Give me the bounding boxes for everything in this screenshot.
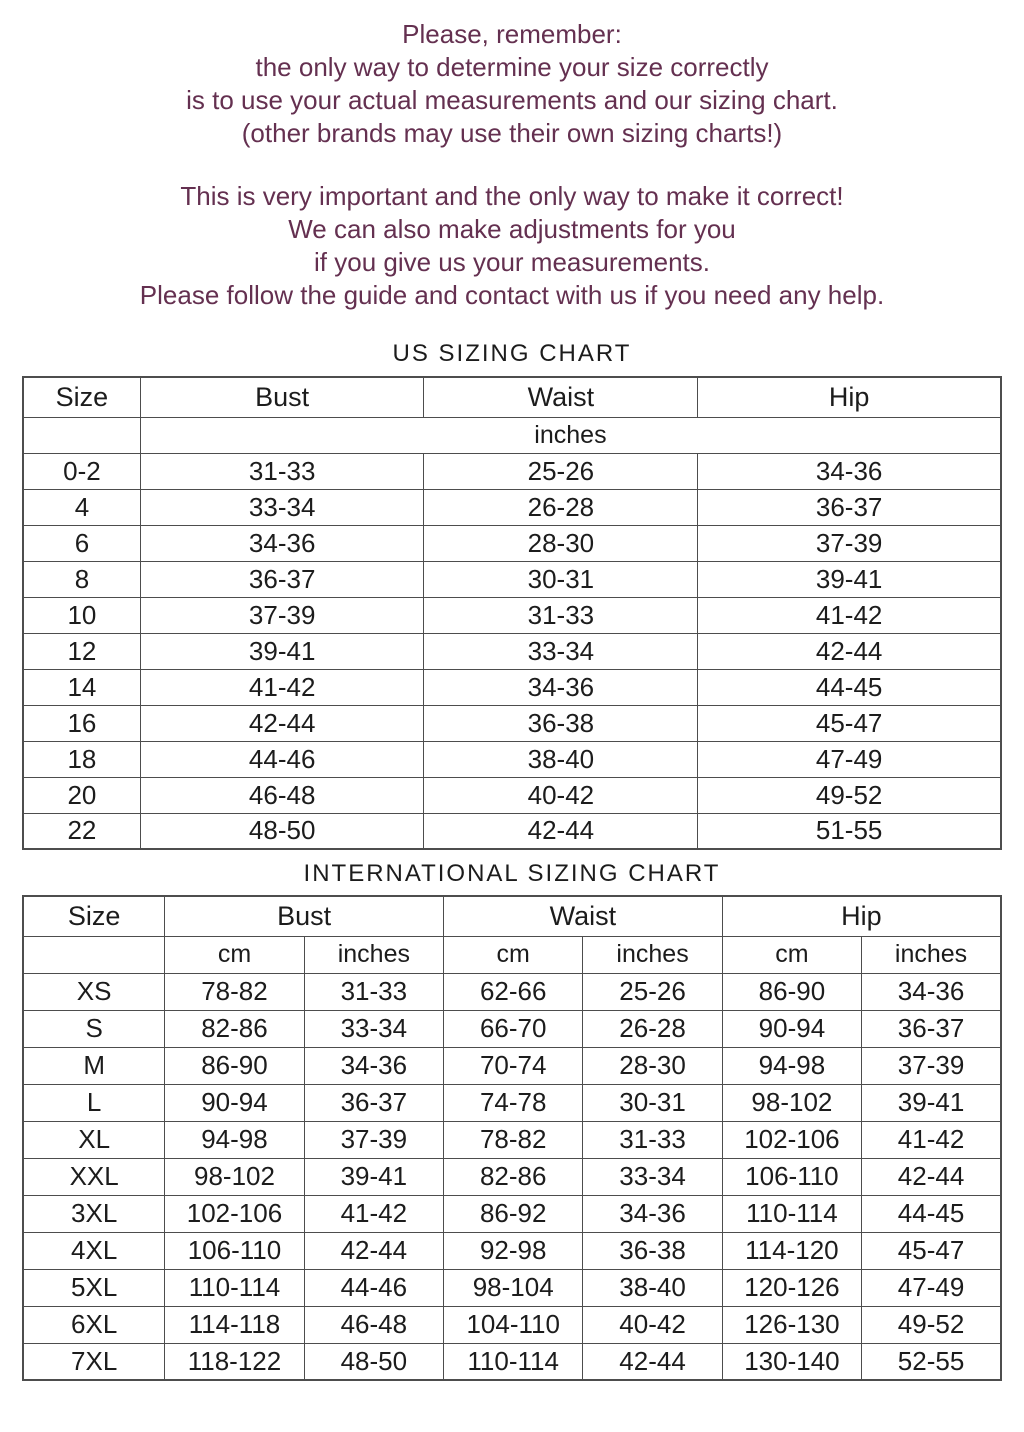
measurement-cell: 39-41 <box>304 1158 443 1195</box>
measurement-cell: 33-34 <box>424 633 698 669</box>
measurement-cell: 47-49 <box>862 1269 1001 1306</box>
measurement-cell: 98-102 <box>722 1084 861 1121</box>
intl-chart-title: INTERNATIONAL SIZING CHART <box>303 860 721 887</box>
measurement-cell: 34-36 <box>698 453 1001 489</box>
table-row <box>23 1306 1001 1343</box>
column-header-hip: Hip <box>722 896 1001 936</box>
measurement-cell: 36-37 <box>698 489 1001 525</box>
measurement-cell: 38-40 <box>424 741 698 777</box>
measurement-cell: 42-44 <box>424 813 698 849</box>
intro-line: the only way to determine your size correctly <box>255 52 769 82</box>
measurement-cell: 82-86 <box>444 1158 583 1195</box>
column-header-bust: Bust <box>165 896 444 936</box>
measurement-cell: 86-90 <box>722 973 861 1010</box>
measurement-cell: 37-39 <box>698 525 1001 561</box>
table-row <box>23 525 1001 561</box>
measurement-cell: 25-26 <box>583 973 722 1010</box>
measurement-cell: 38-40 <box>583 1269 722 1306</box>
table-row <box>23 1195 1001 1232</box>
measurement-cell: 46-48 <box>304 1306 443 1343</box>
measurement-cell: 41-42 <box>304 1195 443 1232</box>
measurement-cell: 126-130 <box>722 1306 861 1343</box>
measurement-cell: 46-48 <box>140 777 424 813</box>
measurement-cell: 102-106 <box>722 1121 861 1158</box>
measurement-cell: 31-33 <box>140 453 424 489</box>
measurement-cell: 34-36 <box>583 1195 722 1232</box>
measurement-cell: 42-44 <box>583 1343 722 1380</box>
table-row <box>23 597 1001 633</box>
measurement-cell: 30-31 <box>583 1084 722 1121</box>
table-row <box>23 973 1001 1010</box>
measurement-cell: 34-36 <box>862 973 1001 1010</box>
measurement-cell: 33-34 <box>583 1158 722 1195</box>
measurement-cell: 66-70 <box>444 1010 583 1047</box>
measurement-cell: 106-110 <box>165 1232 304 1269</box>
table-row <box>23 1158 1001 1195</box>
measurement-cell: 37-39 <box>304 1121 443 1158</box>
measurement-cell: 37-39 <box>140 597 424 633</box>
size-cell: XXL <box>23 1158 165 1195</box>
unit-label-inches: inches <box>304 936 443 973</box>
intl-unit-row <box>23 936 1001 973</box>
measurement-cell: 28-30 <box>424 525 698 561</box>
table-row <box>23 453 1001 489</box>
table-row <box>23 1269 1001 1306</box>
measurement-cell: 74-78 <box>444 1084 583 1121</box>
size-cell: 20 <box>23 777 140 813</box>
measurement-cell: 31-33 <box>304 973 443 1010</box>
measurement-cell: 45-47 <box>698 705 1001 741</box>
table-row <box>23 705 1001 741</box>
size-cell: 14 <box>23 669 140 705</box>
measurement-cell: 86-90 <box>165 1047 304 1084</box>
measurement-cell: 44-46 <box>304 1269 443 1306</box>
measurement-cell: 110-114 <box>165 1269 304 1306</box>
table-row <box>23 813 1001 849</box>
measurement-cell: 40-42 <box>424 777 698 813</box>
size-cell: 18 <box>23 741 140 777</box>
empty-corner-cell <box>23 417 140 453</box>
measurement-cell: 44-45 <box>862 1195 1001 1232</box>
measurement-cell: 98-102 <box>165 1158 304 1195</box>
measurement-cell: 110-114 <box>722 1195 861 1232</box>
measurement-cell: 42-44 <box>698 633 1001 669</box>
measurement-cell: 41-42 <box>140 669 424 705</box>
measurement-cell: 40-42 <box>583 1306 722 1343</box>
column-header-size: Size <box>23 896 165 936</box>
measurement-cell: 36-37 <box>862 1010 1001 1047</box>
measurement-cell: 48-50 <box>304 1343 443 1380</box>
measurement-cell: 92-98 <box>444 1232 583 1269</box>
table-row <box>23 489 1001 525</box>
intl-header-row <box>23 896 1001 936</box>
size-cell: 12 <box>23 633 140 669</box>
table-row <box>23 741 1001 777</box>
size-cell: 5XL <box>23 1269 165 1306</box>
size-cell: XL <box>23 1121 165 1158</box>
measurement-cell: 33-34 <box>140 489 424 525</box>
measurement-cell: 44-46 <box>140 741 424 777</box>
us-sizing-table <box>22 376 1002 850</box>
measurement-cell: 34-36 <box>304 1047 443 1084</box>
measurement-cell: 110-114 <box>444 1343 583 1380</box>
measurement-cell: 130-140 <box>722 1343 861 1380</box>
measurement-cell: 70-74 <box>444 1047 583 1084</box>
table-row <box>23 669 1001 705</box>
unit-label-inches: inches <box>583 936 722 973</box>
measurement-cell: 44-45 <box>698 669 1001 705</box>
us-table-body <box>23 453 1001 849</box>
measurement-cell: 36-37 <box>304 1084 443 1121</box>
measurement-cell: 45-47 <box>862 1232 1001 1269</box>
measurement-cell: 34-36 <box>140 525 424 561</box>
measurement-cell: 49-52 <box>698 777 1001 813</box>
size-cell: 3XL <box>23 1195 165 1232</box>
measurement-cell: 102-106 <box>165 1195 304 1232</box>
measurement-cell: 39-41 <box>698 561 1001 597</box>
measurement-cell: 33-34 <box>304 1010 443 1047</box>
intro-line: Please, remember: <box>402 19 622 49</box>
measurement-cell: 42-44 <box>304 1232 443 1269</box>
measurement-cell: 39-41 <box>862 1084 1001 1121</box>
measurement-cell: 94-98 <box>165 1121 304 1158</box>
measurement-cell: 42-44 <box>140 705 424 741</box>
measurement-cell: 41-42 <box>862 1121 1001 1158</box>
size-cell: 22 <box>23 813 140 849</box>
column-header-bust: Bust <box>140 377 424 417</box>
size-cell: 0-2 <box>23 453 140 489</box>
measurement-cell: 98-104 <box>444 1269 583 1306</box>
measurement-cell: 30-31 <box>424 561 698 597</box>
measurement-cell: 120-126 <box>722 1269 861 1306</box>
international-sizing-table <box>22 895 1002 1381</box>
size-cell: 8 <box>23 561 140 597</box>
intro-line: We can also make adjustments for you <box>288 214 736 244</box>
measurement-cell: 114-120 <box>722 1232 861 1269</box>
unit-label-cm: cm <box>722 936 861 973</box>
size-cell: 7XL <box>23 1343 165 1380</box>
measurement-cell: 34-36 <box>424 669 698 705</box>
measurement-cell: 114-118 <box>165 1306 304 1343</box>
intro-line: Please follow the guide and contact with us if you need any help. <box>139 280 885 310</box>
measurement-cell: 78-82 <box>444 1121 583 1158</box>
intl-table-body <box>23 973 1001 1380</box>
size-cell: 6XL <box>23 1306 165 1343</box>
measurement-cell: 26-28 <box>583 1010 722 1047</box>
measurement-cell: 106-110 <box>722 1158 861 1195</box>
intro-line: This is very important and the only way to make it correct! <box>180 181 844 211</box>
unit-label-inches: inches <box>862 936 1001 973</box>
measurement-cell: 31-33 <box>424 597 698 633</box>
size-cell: L <box>23 1084 165 1121</box>
measurement-cell: 36-37 <box>140 561 424 597</box>
size-cell: XS <box>23 973 165 1010</box>
measurement-cell: 51-55 <box>698 813 1001 849</box>
us-header-row <box>23 377 1001 417</box>
size-cell: 16 <box>23 705 140 741</box>
size-cell: S <box>23 1010 165 1047</box>
table-row <box>23 1343 1001 1380</box>
intro-note <box>0 18 1024 312</box>
column-header-waist: Waist <box>444 896 723 936</box>
measurement-cell: 36-38 <box>424 705 698 741</box>
measurement-cell: 49-52 <box>862 1306 1001 1343</box>
measurement-cell: 62-66 <box>444 973 583 1010</box>
measurement-cell: 36-38 <box>583 1232 722 1269</box>
table-row <box>23 633 1001 669</box>
measurement-cell: 31-33 <box>583 1121 722 1158</box>
table-row <box>23 1084 1001 1121</box>
measurement-cell: 118-122 <box>165 1343 304 1380</box>
size-cell: 10 <box>23 597 140 633</box>
measurement-cell: 52-55 <box>862 1343 1001 1380</box>
unit-label-cm: cm <box>444 936 583 973</box>
table-row <box>23 1232 1001 1269</box>
table-row <box>23 777 1001 813</box>
intro-line: (other brands may use their own sizing charts!) <box>241 118 783 148</box>
measurement-cell: 94-98 <box>722 1047 861 1084</box>
measurement-cell: 86-92 <box>444 1195 583 1232</box>
measurement-cell: 26-28 <box>424 489 698 525</box>
table-row <box>23 1047 1001 1084</box>
intro-paragraph-2 <box>0 180 1024 312</box>
intro-line: if you give us your measurements. <box>314 247 710 277</box>
measurement-cell: 78-82 <box>165 973 304 1010</box>
empty-corner-cell <box>23 936 165 973</box>
intro-paragraph-1 <box>0 18 1024 150</box>
table-row <box>23 1010 1001 1047</box>
table-row <box>23 561 1001 597</box>
column-header-hip: Hip <box>698 377 1001 417</box>
measurement-cell: 104-110 <box>444 1306 583 1343</box>
size-cell: 6 <box>23 525 140 561</box>
column-header-waist: Waist <box>424 377 698 417</box>
size-cell: 4XL <box>23 1232 165 1269</box>
measurement-cell: 42-44 <box>862 1158 1001 1195</box>
size-cell: 4 <box>23 489 140 525</box>
us-chart-title: US SIZING CHART <box>392 340 632 367</box>
intro-line: is to use your actual measurements and our sizing chart. <box>186 85 838 115</box>
size-cell: M <box>23 1047 165 1084</box>
measurement-cell: 37-39 <box>862 1047 1001 1084</box>
unit-label-inches: inches <box>140 417 1001 453</box>
measurement-cell: 41-42 <box>698 597 1001 633</box>
measurement-cell: 90-94 <box>165 1084 304 1121</box>
measurement-cell: 28-30 <box>583 1047 722 1084</box>
measurement-cell: 48-50 <box>140 813 424 849</box>
table-row <box>23 1121 1001 1158</box>
unit-label-cm: cm <box>165 936 304 973</box>
measurement-cell: 25-26 <box>424 453 698 489</box>
measurement-cell: 47-49 <box>698 741 1001 777</box>
column-header-size: Size <box>23 377 140 417</box>
measurement-cell: 90-94 <box>722 1010 861 1047</box>
measurement-cell: 82-86 <box>165 1010 304 1047</box>
us-unit-row <box>23 417 1001 453</box>
measurement-cell: 39-41 <box>140 633 424 669</box>
